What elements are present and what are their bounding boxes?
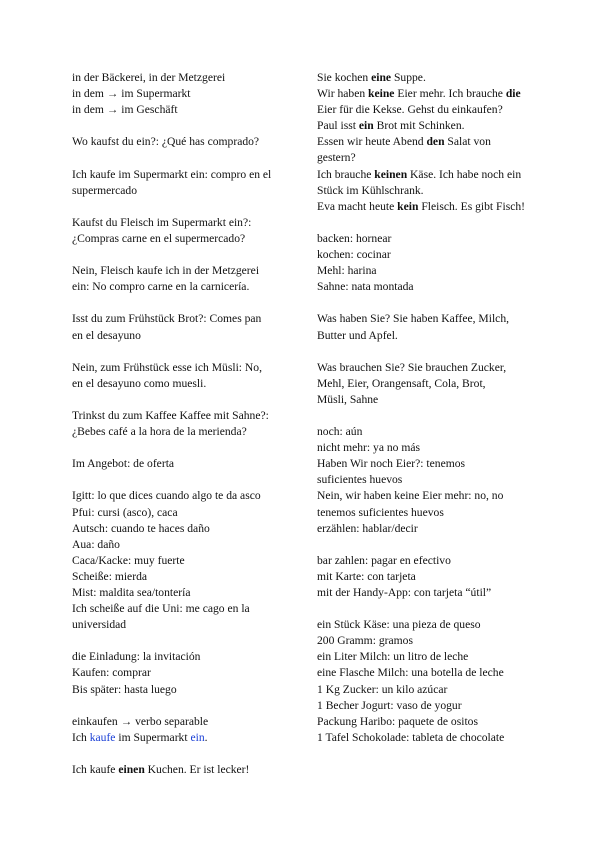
left-column bbox=[72, 70, 294, 778]
text-line: ein Liter Milch: un litro de leche bbox=[317, 650, 469, 664]
text-line: in dem → im Supermarkt bbox=[72, 87, 191, 101]
text-line: 1 Tafel Schokolade: tableta de chocolate bbox=[317, 730, 505, 744]
text-line: Bis später: hasta luego bbox=[72, 682, 177, 696]
text-line: Packung Haribo: paquete de ositos bbox=[317, 714, 478, 728]
bold-article: einen bbox=[118, 763, 145, 777]
sentence-suppe: Sie kochen eine Suppe. bbox=[317, 71, 426, 84]
text-line: ¿Bebes café a la hora de la merienda? bbox=[72, 425, 247, 439]
text-line: Nein, Fleisch kaufe ich in der Metzgerei bbox=[72, 264, 260, 278]
text-line: supermercado bbox=[72, 183, 138, 197]
text-line: Haben Wir noch Eier?: tenemos bbox=[317, 457, 466, 471]
text-line: Butter und Apfel. bbox=[317, 328, 398, 342]
text-line: universidad bbox=[72, 618, 127, 632]
highlight-verb: kaufe bbox=[89, 730, 116, 744]
text-line: noch: aún bbox=[317, 425, 363, 439]
sentence-paul: Paul isst ein Brot mit Schinken. bbox=[317, 119, 465, 133]
text-line: tenemos suficientes huevos bbox=[317, 505, 444, 519]
text-line: 1 Becher Jogurt: vaso de yogur bbox=[317, 698, 462, 712]
text-line: in dem → im Geschäft bbox=[72, 103, 178, 117]
sentence-kaese: Ich brauche keinen Käse. Ich habe noch ein Stück im Kühlschrank. bbox=[317, 167, 522, 197]
text-line: erzählen: hablar/decir bbox=[317, 521, 418, 535]
sentence-eier: Wir haben keine Eier mehr. Ich brauche die Eier für die Kekse. Gehst du einkaufen? bbox=[317, 87, 521, 117]
text-line: Aua: daño bbox=[72, 537, 120, 551]
bold-article: keinen bbox=[374, 167, 408, 181]
text-line: en el desayuno como muesli. bbox=[72, 376, 207, 390]
bold-article: eine bbox=[371, 71, 392, 84]
text-line: mit Karte: con tarjeta bbox=[317, 569, 416, 583]
text-line: kochen: cocinar bbox=[317, 248, 391, 262]
separable-verb-example: Ich kaufe im Supermarkt ein. bbox=[72, 730, 208, 744]
text-line: 1 Kg Zucker: un kilo azúcar bbox=[317, 682, 448, 696]
text-line: suficientes huevos bbox=[317, 473, 403, 487]
text-line: Scheiße: mierda bbox=[72, 569, 148, 583]
text-line: Isst du zum Frühstück Brot?: Comes pan bbox=[72, 312, 262, 326]
text-line: ¿Compras carne en el supermercado? bbox=[72, 231, 246, 245]
text-line: ein Stück Käse: una pieza de queso bbox=[317, 618, 481, 632]
text-line: Mehl: harina bbox=[317, 264, 377, 278]
bold-article: die bbox=[505, 87, 521, 101]
text-line: Wo kaufst du ein?: ¿Qué has comprado? bbox=[72, 135, 260, 149]
text-line: die Einladung: la invitación bbox=[72, 650, 201, 664]
text-line: backen: hornear bbox=[317, 231, 392, 245]
text-line: Nein, wir haben keine Eier mehr: no, no bbox=[317, 489, 504, 503]
text-line: en el desayuno bbox=[72, 328, 141, 342]
text-line: Trinkst du zum Kaffee Kaffee mit Sahne?: bbox=[72, 408, 269, 422]
text-line: bar zahlen: pagar en efectivo bbox=[317, 553, 451, 567]
text-line: 200 Gramm: gramos bbox=[317, 634, 413, 648]
right-column bbox=[317, 70, 532, 746]
text-line: Mehl, Eier, Orangensaft, Cola, Brot, bbox=[317, 376, 486, 390]
text-line: Autsch: cuando te haces daño bbox=[72, 521, 210, 535]
bold-article: kein bbox=[397, 199, 419, 213]
text-line: nicht mehr: ya no más bbox=[317, 441, 421, 455]
text-line: Igitt: lo que dices cuando algo te da asco bbox=[72, 489, 261, 503]
text-line: Ich kaufe im Supermarkt ein: compro en el bbox=[72, 167, 272, 181]
text-line: Sahne: nata montada bbox=[317, 280, 414, 294]
bold-article: ein bbox=[358, 119, 374, 133]
text-line: in der Bäckerei, in der Metzgerei bbox=[72, 71, 226, 84]
text-line: Was haben Sie? Sie haben Kaffee, Milch, bbox=[317, 312, 510, 326]
text-line: einkaufen → verbo separable bbox=[72, 714, 209, 728]
text-line: mit der Handy-App: con tarjeta “útil” bbox=[317, 586, 492, 599]
text-line: Kaufst du Fleisch im Supermarkt ein?: bbox=[72, 215, 252, 229]
text-line: Im Angebot: de oferta bbox=[72, 457, 175, 471]
sentence-salat: Essen wir heute Abend den Salat von gestern? bbox=[317, 135, 491, 165]
highlight-prefix: ein bbox=[190, 730, 205, 744]
text-line: Nein, zum Frühstück esse ich Müsli: No, bbox=[72, 360, 262, 374]
bold-article: den bbox=[426, 135, 445, 149]
text-line: eine Flasche Milch: una botella de leche bbox=[317, 666, 504, 680]
text-line: Was brauchen Sie? Sie brauchen Zucker, bbox=[317, 360, 507, 374]
text-line: ein: No compro carne en la carnicería. bbox=[72, 280, 250, 294]
text-line: Müsli, Sahne bbox=[317, 392, 379, 406]
sentence-eva: Eva macht heute kein Fleisch. Es gibt Fisch! bbox=[317, 199, 526, 213]
text-line: Caca/Kacke: muy fuerte bbox=[72, 553, 185, 567]
text-line: Pfui: cursi (asco), caca bbox=[72, 505, 178, 519]
text-line: Ich scheiße auf die Uni: me cago en la bbox=[72, 602, 250, 616]
text-line: Mist: maldita sea/tontería bbox=[72, 586, 191, 599]
text-line: Kaufen: comprar bbox=[72, 666, 151, 680]
bold-article: keine bbox=[368, 87, 395, 101]
cake-example: Ich kaufe einen Kuchen. Er ist lecker! bbox=[72, 763, 250, 777]
